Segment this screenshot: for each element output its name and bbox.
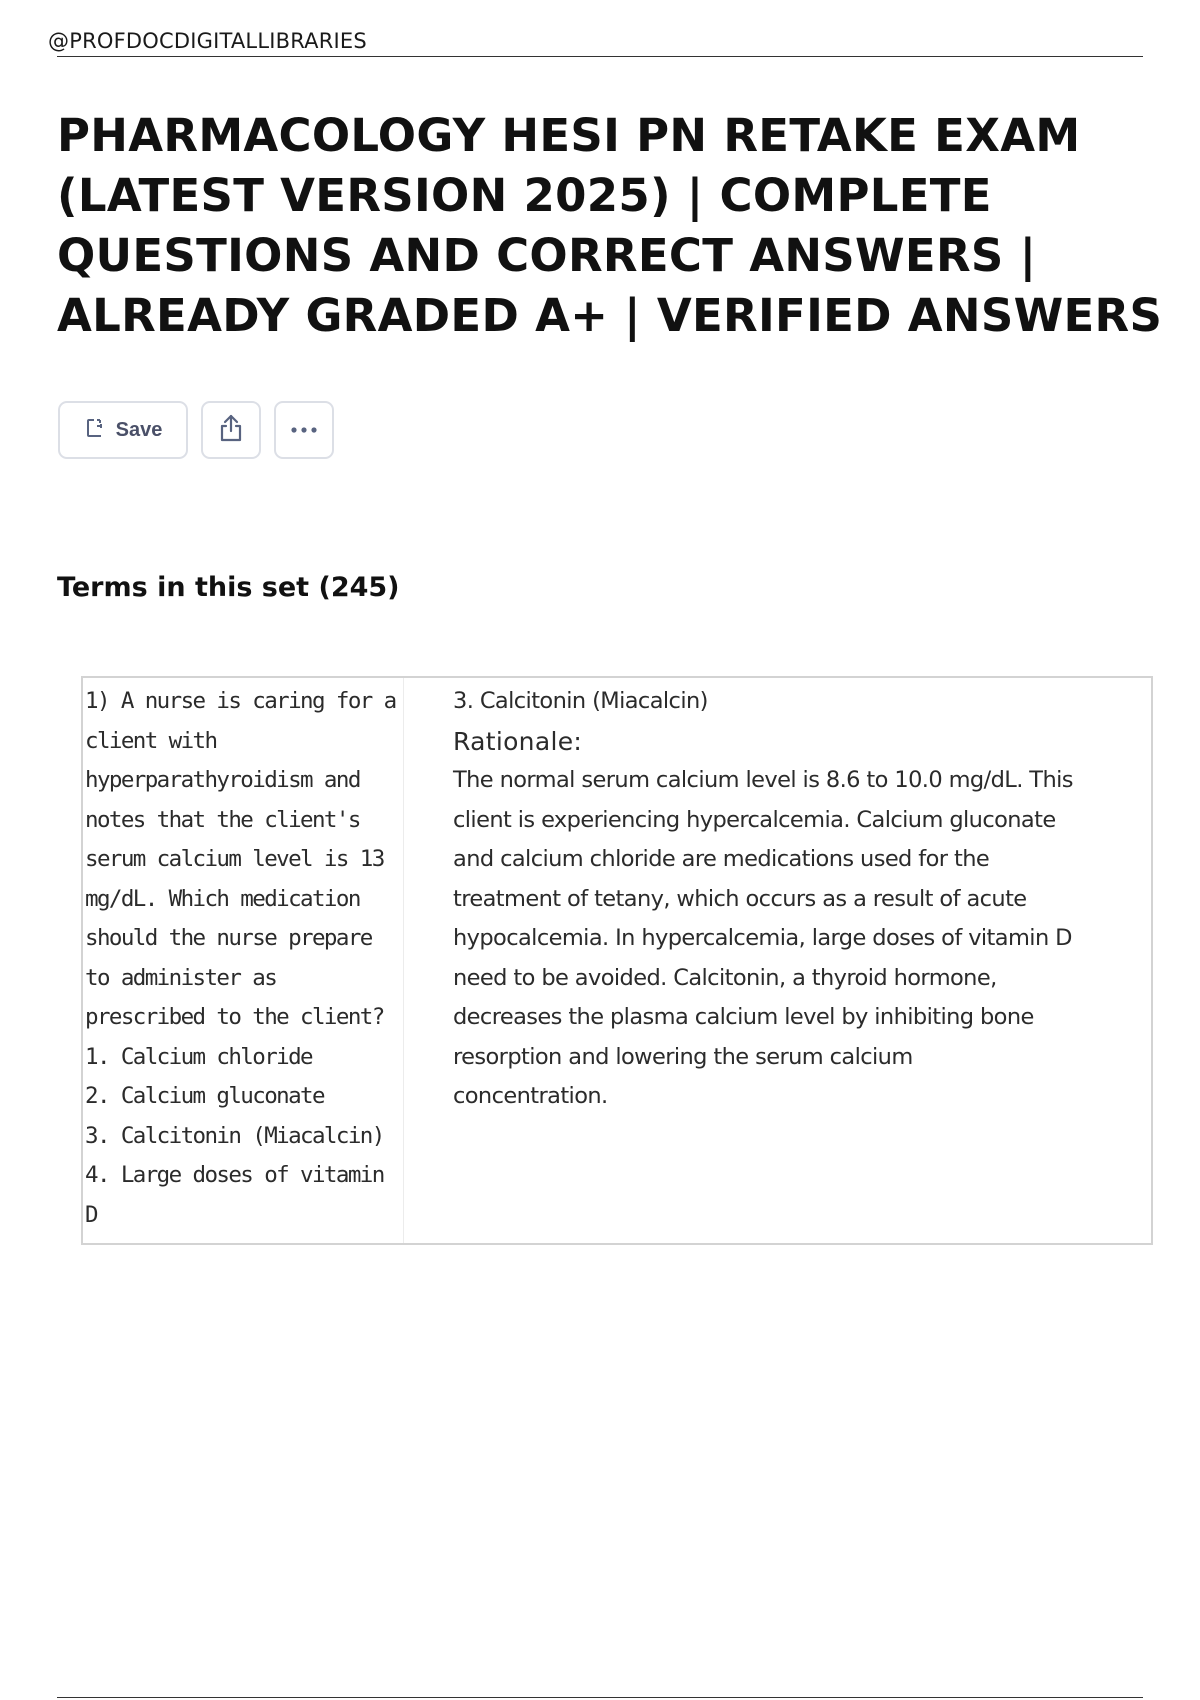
correct-answer: 3. Calcitonin (Miacalcin) <box>453 688 708 714</box>
rationale-label: Rationale: <box>453 726 583 756</box>
title-line: ALREADY GRADED A+ | VERIFIED ANSWERS <box>57 289 1163 342</box>
title-line: (LATEST VERSION 2025) | COMPLETE <box>57 169 992 222</box>
rationale-text: The normal serum calcium level is 8.6 to 10.0 mg/dL. This client is experiencing hypercalcemia. Calcium gluconate and calcium chloride are medications used for the treatment of tetany, which occurs as a result of acute hypocalcemia. In hypercalcemia, large doses of vitamin D need to be avoided. Calcitonin, a thyroid hormone, decreases the plasma calcium level by inhibiting bone resorption and lowering the serum calcium concentration. <box>453 767 1073 1109</box>
question-text: 1) A nurse is caring for a client with hyperparathyroidism and notes that the client's serum calcium level is 13 mg/dL. Which medication should the nurse prepare to administer as prescribed to the client? <box>85 688 396 1030</box>
flashcard-definition <box>404 678 1151 1243</box>
top-divider <box>57 56 1143 57</box>
answer-option: 3. Calcitonin (Miacalcin) <box>85 1122 384 1149</box>
share-icon <box>217 413 245 448</box>
share-button[interactable] <box>201 401 261 459</box>
bottom-divider <box>57 1697 1143 1698</box>
answer-option: 2. Calcium gluconate <box>85 1083 324 1109</box>
answer-option: 1. Calcium chloride <box>85 1043 312 1070</box>
document-title <box>57 106 1163 346</box>
save-button[interactable] <box>58 401 188 459</box>
terms-heading: Terms in this set (245) <box>57 572 400 603</box>
more-icon <box>289 421 319 439</box>
flashcard <box>81 676 1153 1245</box>
save-label: Save <box>115 418 163 441</box>
action-bar <box>58 401 334 459</box>
title-line: PHARMACOLOGY HESI PN RETAKE EXAM <box>57 109 1081 162</box>
title-line: QUESTIONS AND CORRECT ANSWERS | <box>57 229 1037 282</box>
watermark-header: @PROFDOCDIGITALLIBRARIES <box>48 29 367 53</box>
flashcard-term <box>83 678 404 1243</box>
more-options-button[interactable] <box>274 401 334 459</box>
answer-option: 4. Large doses of vitamin D <box>85 1162 384 1228</box>
bookmark-icon <box>84 417 106 444</box>
